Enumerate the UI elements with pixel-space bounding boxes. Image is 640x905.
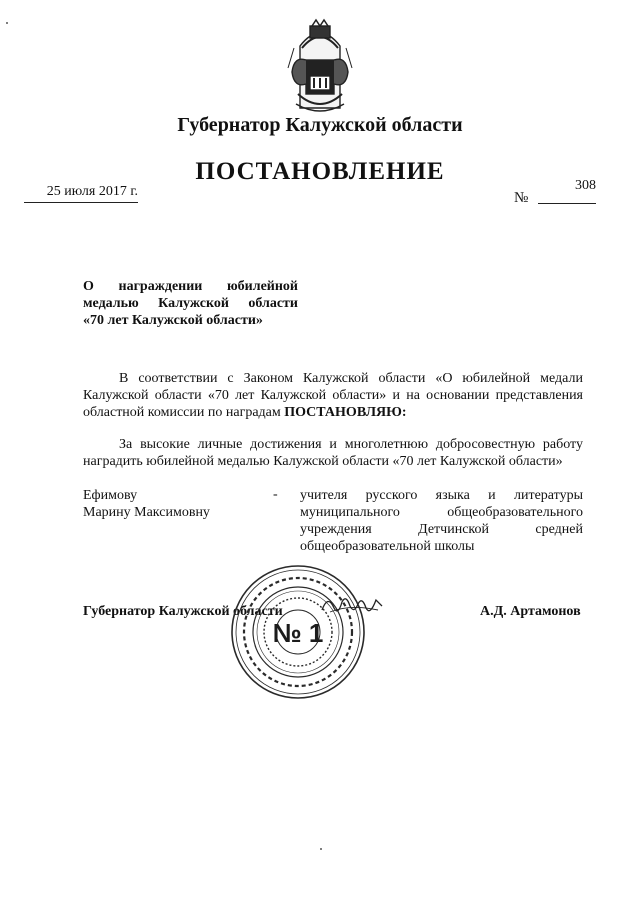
paragraph-line: В соответствии с Законом Калужской области «О юбилейной медали — [119, 371, 583, 386]
document-number: 308 — [575, 178, 596, 193]
award-paragraph — [83, 436, 583, 470]
paragraph-text: областной комиссии по наградам — [83, 405, 285, 420]
document-subject — [83, 278, 298, 329]
official-seal-stamp — [228, 562, 368, 702]
paragraph-line: наградить юбилейной медалью Калужской области «70 лет Калужской области» — [83, 454, 563, 469]
coat-of-arms-emblem — [270, 18, 370, 118]
document-type: ПОСТАНОВЛЕНИЕ — [195, 158, 445, 185]
resolution-keyword: ПОСТАНОВЛЯЮ: — [284, 405, 407, 420]
position-line: учителя русского языка и литературы — [300, 488, 583, 503]
document-date: 25 июля 2017 г. — [24, 184, 138, 203]
subject-line: «70 лет Калужской области» — [83, 313, 263, 328]
subject-line: О награждении юбилейной — [83, 279, 298, 294]
document-number-block — [514, 178, 604, 204]
position-line: учреждения Детчинской средней — [300, 522, 583, 537]
number-underline — [538, 203, 596, 204]
number-sign: № — [514, 190, 529, 206]
awardee-given-names: Марину Максимовну — [83, 505, 210, 520]
awardee-dash: - — [273, 487, 278, 502]
seal-number: № 1 — [272, 618, 324, 648]
issuer-title: Губернатор Калужской области — [177, 114, 463, 136]
position-line: общеобразовательной школы — [300, 539, 475, 554]
awardee-name — [83, 487, 253, 521]
position-line: муниципального общеобразовательного — [300, 505, 583, 520]
scan-speck — [320, 848, 322, 850]
handwritten-signature — [320, 592, 384, 618]
paragraph-line — [83, 404, 583, 421]
paragraph-line: За высокие личные достижения и многолетнюю добросовестную работу — [119, 437, 583, 452]
preamble-paragraph — [83, 370, 583, 421]
awardee-position — [300, 487, 583, 555]
signatory-title: Губернатор Калужской области — [83, 604, 283, 619]
paragraph-line: Калужской области «70 лет Калужской области» и на основании представления — [83, 388, 583, 403]
awardee-surname: Ефимову — [83, 488, 138, 503]
scan-speck — [6, 22, 8, 24]
subject-line: медалью Калужской области — [83, 296, 298, 311]
signatory-name: А.Д. Артамонов — [480, 604, 581, 619]
